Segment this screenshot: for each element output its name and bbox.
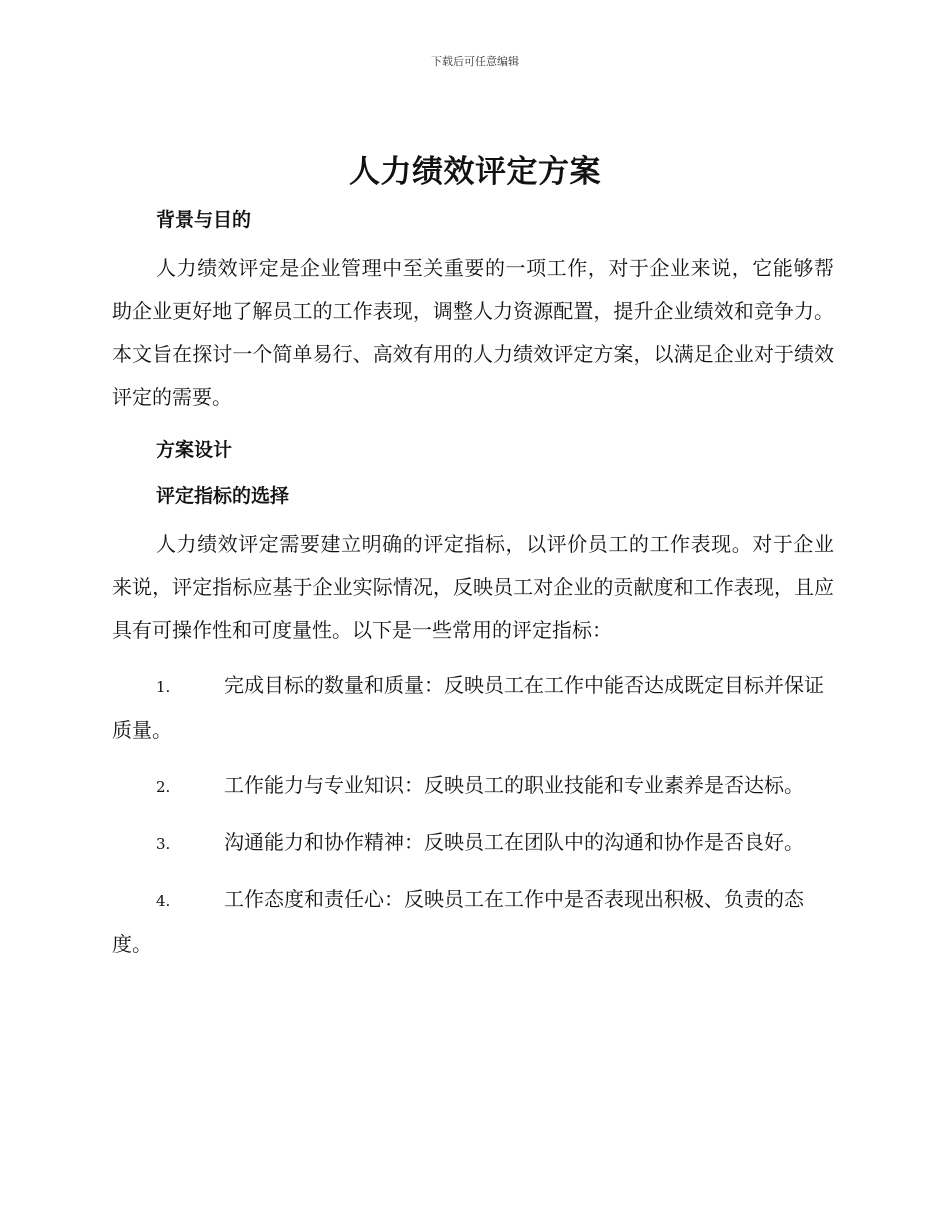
list-item [112,764,834,809]
document-title: 人力绩效评定方案 [349,154,601,190]
list-item-text: 沟通能力和协作精神：反映员工在团队中的沟通和协作是否良好。 [224,830,804,854]
section-heading-design: 方案设计 [156,439,233,461]
paragraph-background: 人力绩效评定是企业管理中至关重要的一项工作，对于企业来说，它能够帮助企业更好地了解员工的工作表现，调整人力资源配置，提升企业绩效和竞争力。本文旨在探讨一个简单易行、高效有用的人力绩效评定方案，以满足企业对于绩效评定的需要。 [112,256,834,409]
list-item-text: 工作态度和责任心：反映员工在工作中是否表现出积极、负责的态度。 [112,887,804,956]
list-item [112,821,834,866]
list-number: 4. [156,892,171,910]
section-heading-background: 背景与目的 [156,209,252,231]
list-number: 2. [156,778,171,796]
list-item-text: 完成目标的数量和质量：反映员工在工作中能否达成既定目标并保证质量。 [112,673,824,742]
page-header: 下载后可任意编辑 [431,55,519,68]
list-item-text: 工作能力与专业知识：反映员工的职业技能和专业素养是否达标。 [224,773,804,797]
list-item [112,878,834,966]
list-number: 3. [156,835,171,853]
list-item [112,664,834,752]
list-number: 1. [156,678,171,696]
document-body [112,205,834,966]
section-heading-indicators: 评定指标的选择 [156,485,290,507]
paragraph-indicators: 人力绩效评定需要建立明确的评定指标，以评价员工的工作表现。对于企业来说，评定指标应基于企业实际情况，反映员工对企业的贡献度和工作表现，且应具有可操作性和可度量性。以下是一些常用的评定指标： [112,532,834,642]
